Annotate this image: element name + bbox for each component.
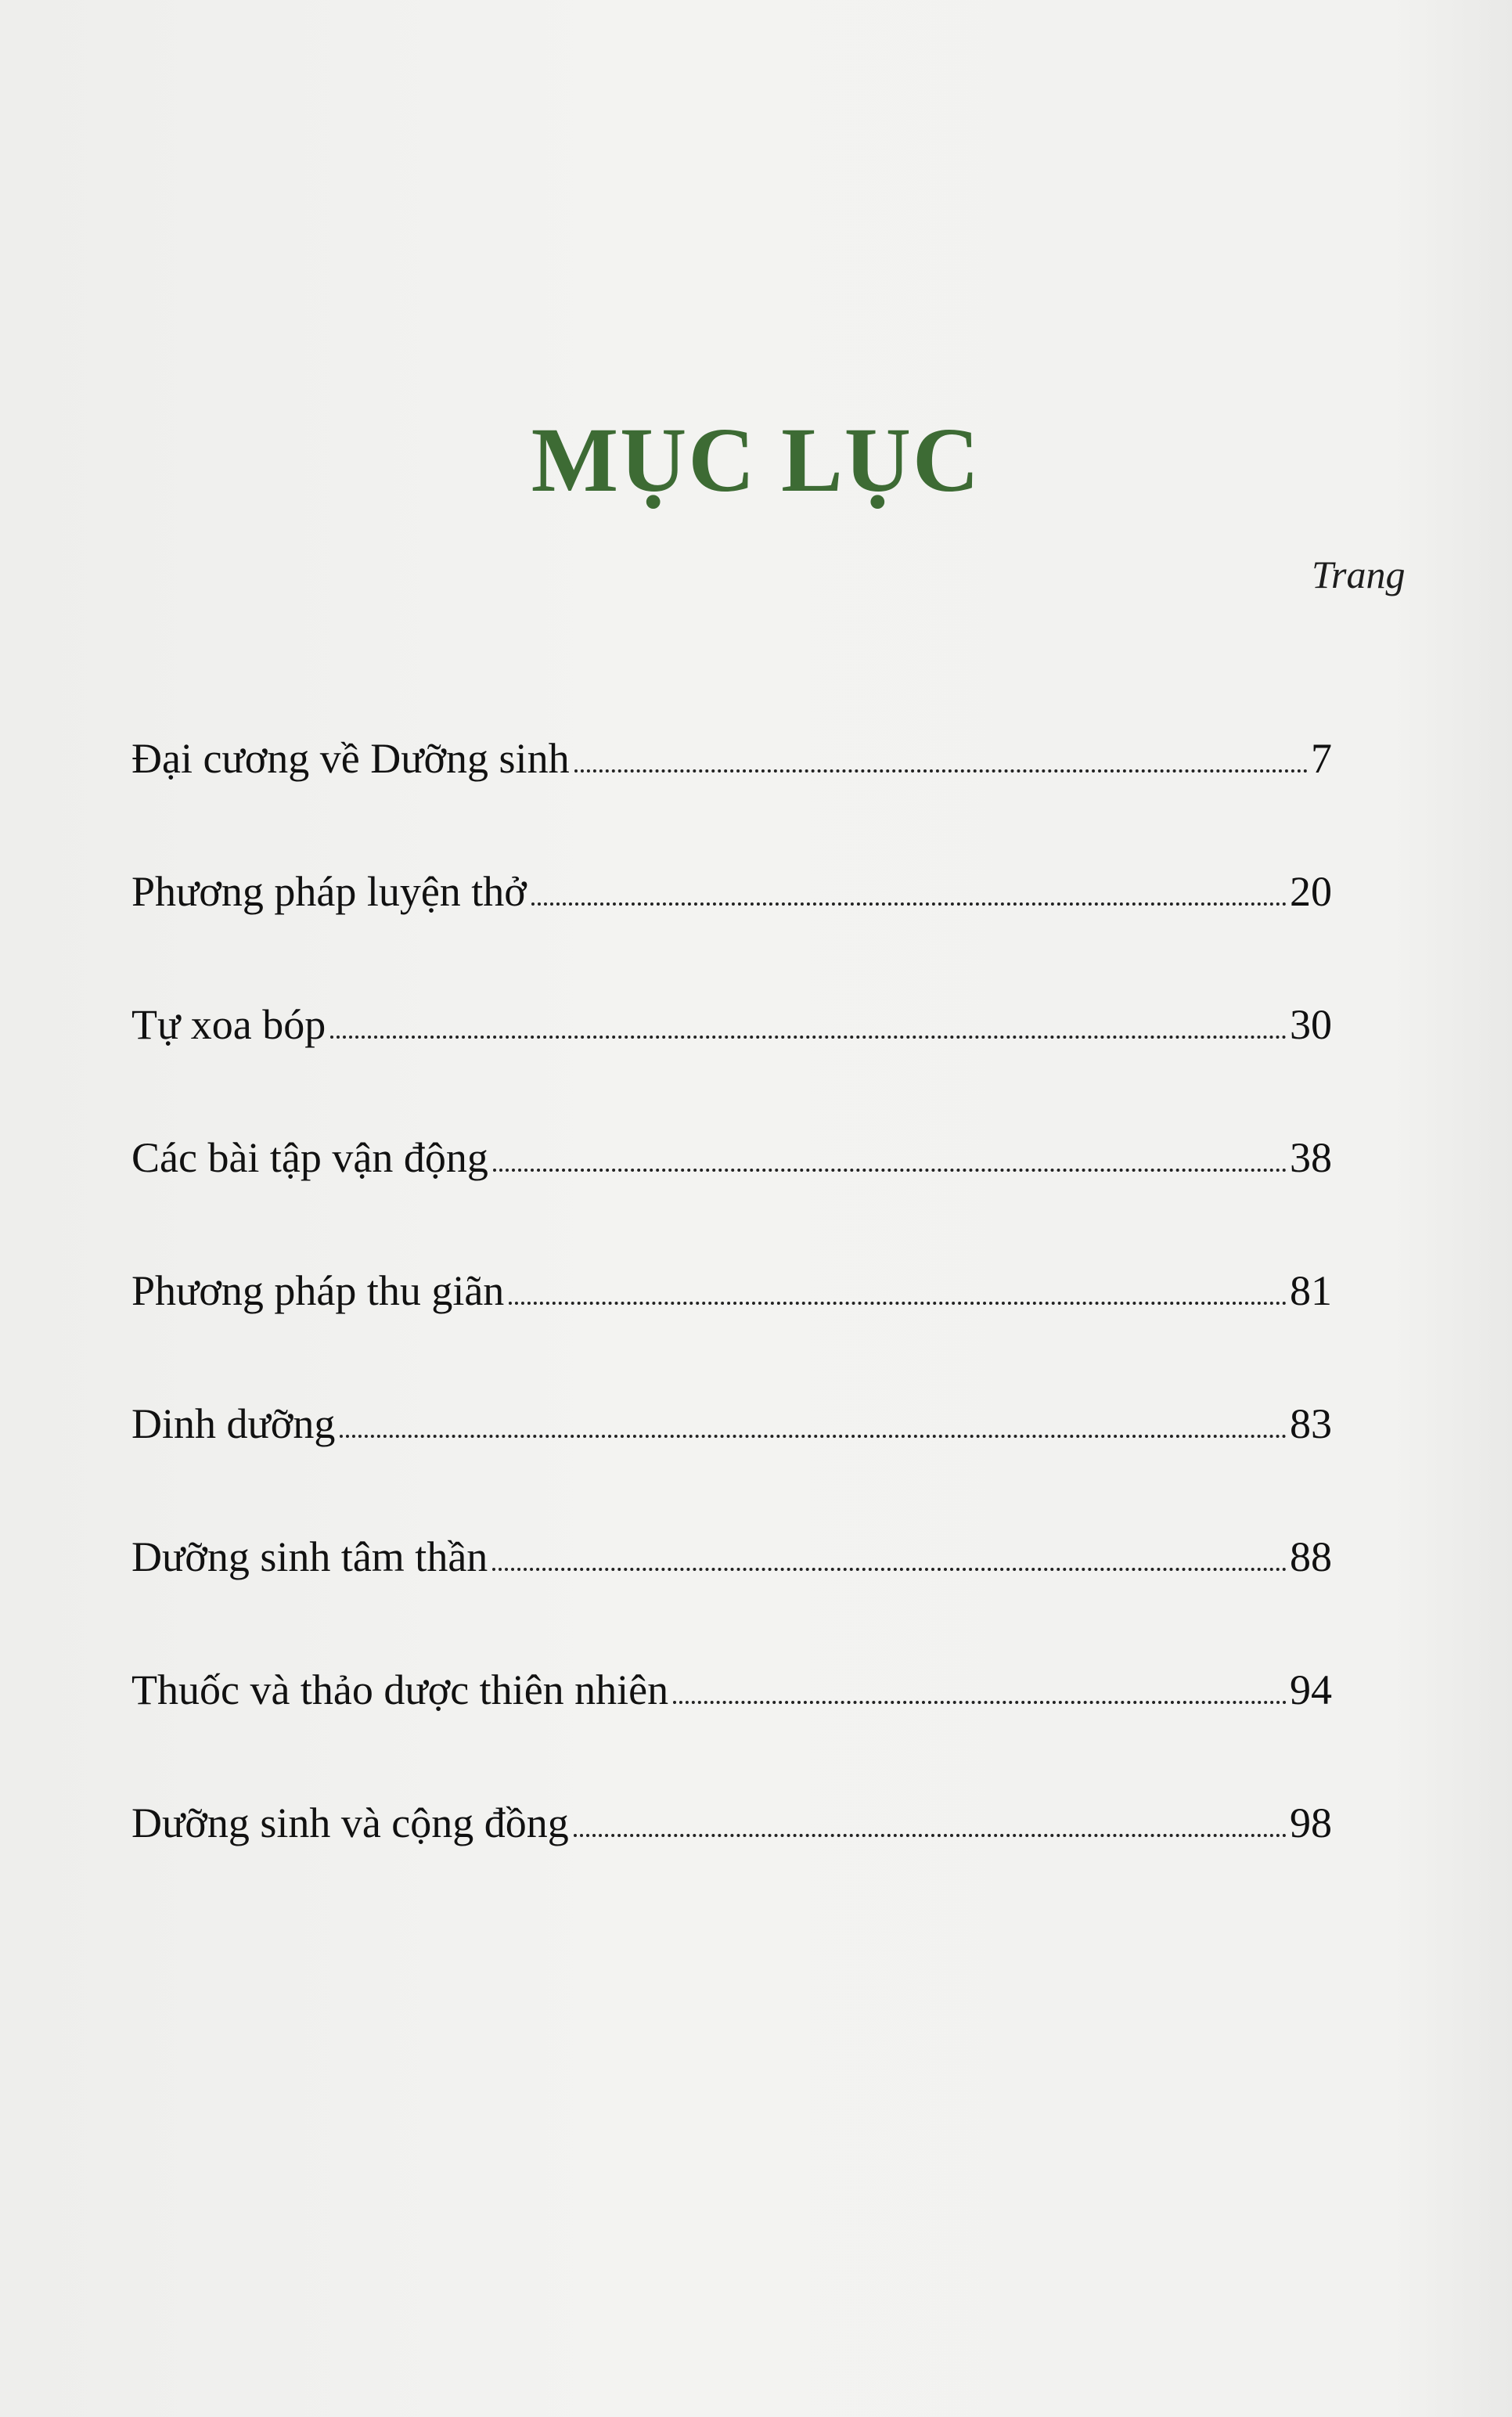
toc-entry [131, 1399, 1332, 1533]
toc-entry-page: 81 [1290, 1267, 1332, 1314]
page-column-header: Trang [1312, 553, 1406, 596]
toc-entry [131, 1133, 1332, 1266]
dot-leader [330, 1036, 1287, 1039]
dot-leader [574, 769, 1308, 773]
dot-leader [493, 1169, 1287, 1172]
toc-entry-page: 20 [1290, 868, 1332, 915]
toc-entry-label: Dưỡng sinh tâm thần [131, 1533, 488, 1580]
toc-entry-label: Thuốc và thảo dược thiên nhiên [131, 1666, 669, 1713]
toc-entry [131, 1799, 1332, 1932]
dot-leader [574, 1834, 1287, 1837]
toc-entry-page: 83 [1290, 1400, 1332, 1447]
toc-entry-page: 7 [1311, 735, 1332, 782]
toc-entry [131, 1533, 1332, 1666]
toc-entry [131, 734, 1332, 867]
toc-entry [131, 1266, 1332, 1399]
toc-entry-label: Dinh dưỡng [131, 1400, 336, 1447]
toc-entry-label: Dưỡng sinh và cộng đồng [131, 1799, 569, 1846]
dot-leader [509, 1302, 1287, 1305]
toc-entry [131, 1666, 1332, 1799]
toc-entry-page: 30 [1290, 1001, 1332, 1048]
page-title: MỤC LỤC [531, 409, 981, 511]
toc-entry [131, 867, 1332, 1000]
toc-entry-label: Phương pháp luyện thở [131, 868, 527, 915]
toc-entry-label: Phương pháp thu giãn [131, 1267, 505, 1314]
toc-entry-page: 94 [1290, 1666, 1332, 1713]
dot-leader [673, 1701, 1287, 1704]
toc-entry-label: Đại cương về Dưỡng sinh [131, 735, 570, 782]
toc-entry-page: 98 [1290, 1799, 1332, 1846]
table-of-contents [131, 734, 1332, 1932]
toc-entry-label: Tự xoa bóp [131, 1001, 326, 1048]
dot-leader [531, 902, 1287, 906]
dot-leader [492, 1568, 1287, 1571]
dot-leader [340, 1435, 1287, 1438]
toc-entry-page: 38 [1290, 1134, 1332, 1181]
toc-entry-page: 88 [1290, 1533, 1332, 1580]
toc-entry-label: Các bài tập vận động [131, 1134, 488, 1181]
toc-entry [131, 1000, 1332, 1133]
